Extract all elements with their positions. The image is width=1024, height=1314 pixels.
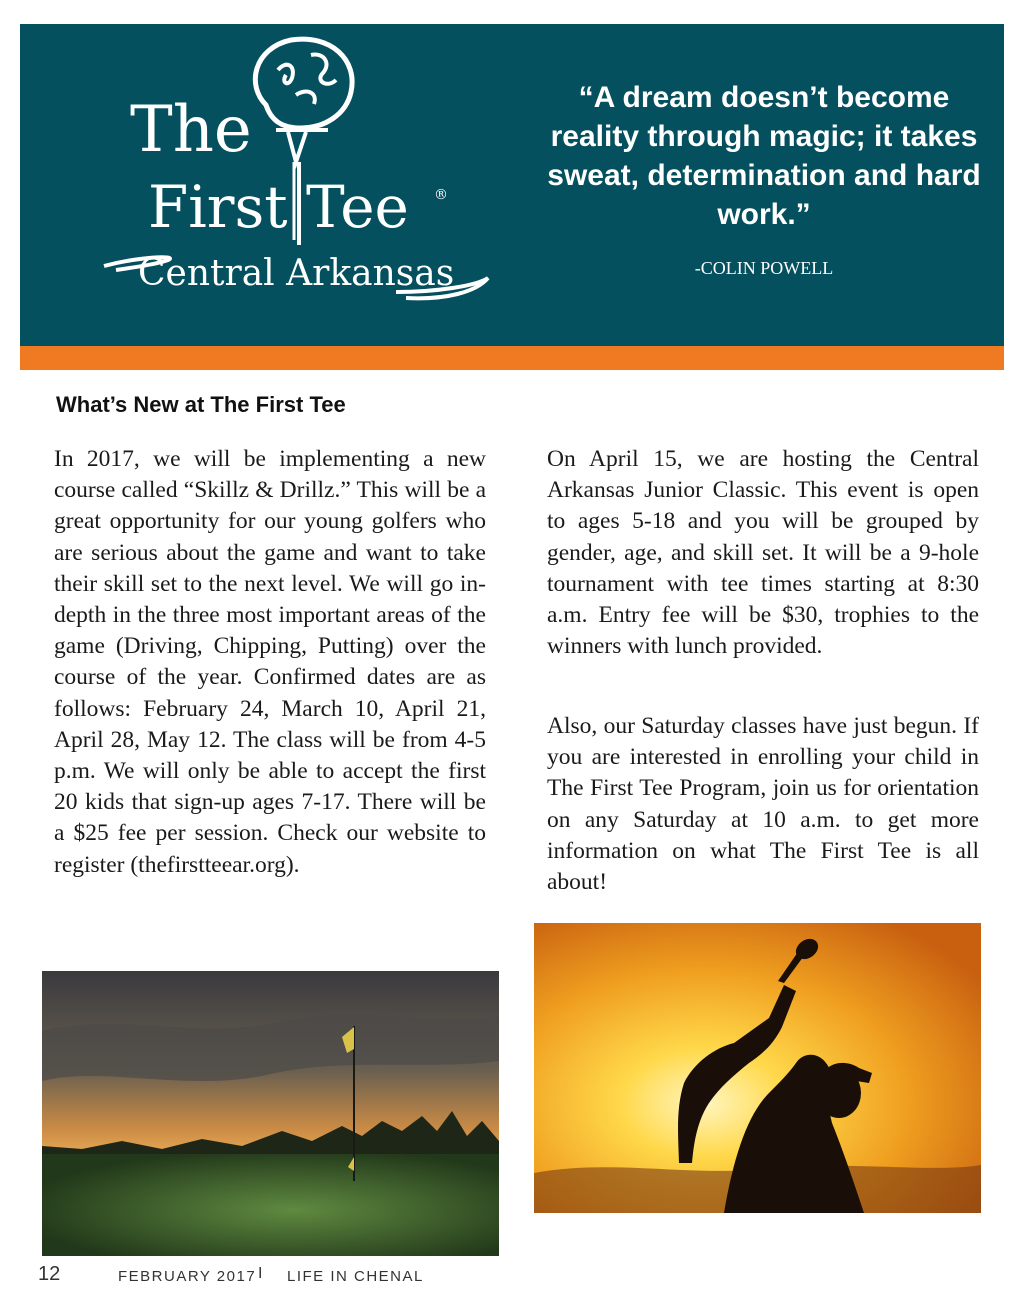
footer-issue-date: FEBRUARY 2017 <box>118 1268 257 1285</box>
header-orange-stripe <box>20 346 1004 370</box>
header-quote: “A dream doesn’t become reality through magic; it takes sweat, determination and hard work.” <box>547 81 981 231</box>
logo-text-central-arkansas: Central Arkansas <box>138 253 455 294</box>
golfer-silhouette-photo <box>534 923 981 1213</box>
logo-text-the: The <box>130 93 252 167</box>
article-left-column: In 2017, we will be implementing a new course called “Skillz & Drillz.” This will be a great opportunity for our young golfers who are serious about the game and want to take their skill set to the next level. We will go in-depth in the three most important areas of the game (Driving, Chipping, Putting) over the course of the year. Confirmed dates are as follows: February 24, March 10, April 21, April 28, May 12. The class will be from 4-5 p.m. We will only be able to accept the first 20 kids that sign-up ages 7-17. There will be a $25 fee per session. Check our website to register (thefirstteear.org). <box>54 446 486 878</box>
article-right-paragraph-2: Also, our Saturday classes have just begun. If you are interested in enrolling your child in The First Tee Program, join us for orientation on any Saturday at 10 a.m. to get more information on what The First Tee is all about! <box>547 713 979 896</box>
article-right-paragraph-1: On April 15, we are hosting the Central Arkansas Junior Classic. This event is open to ages 5-18 and you will be grouped by gender, age, and skill set. It will be a 9-hole tournament with tee times starting at 8:30 a.m. Entry fee will be $30, trophies to the winners with lunch provided. <box>547 446 979 660</box>
golf-course-sunset-photo <box>42 971 499 1256</box>
article-heading: What’s New at The First Tee <box>56 392 346 417</box>
quote-author: -COLIN POWELL <box>694 258 834 278</box>
logo-text-first-tee: First Tee <box>148 173 409 241</box>
page-number: 12 <box>38 1263 61 1285</box>
logo-registered-mark: ® <box>434 187 448 203</box>
footer-magazine-name: LIFE IN CHENAL <box>287 1268 424 1285</box>
footer-separator: I <box>258 1265 263 1282</box>
